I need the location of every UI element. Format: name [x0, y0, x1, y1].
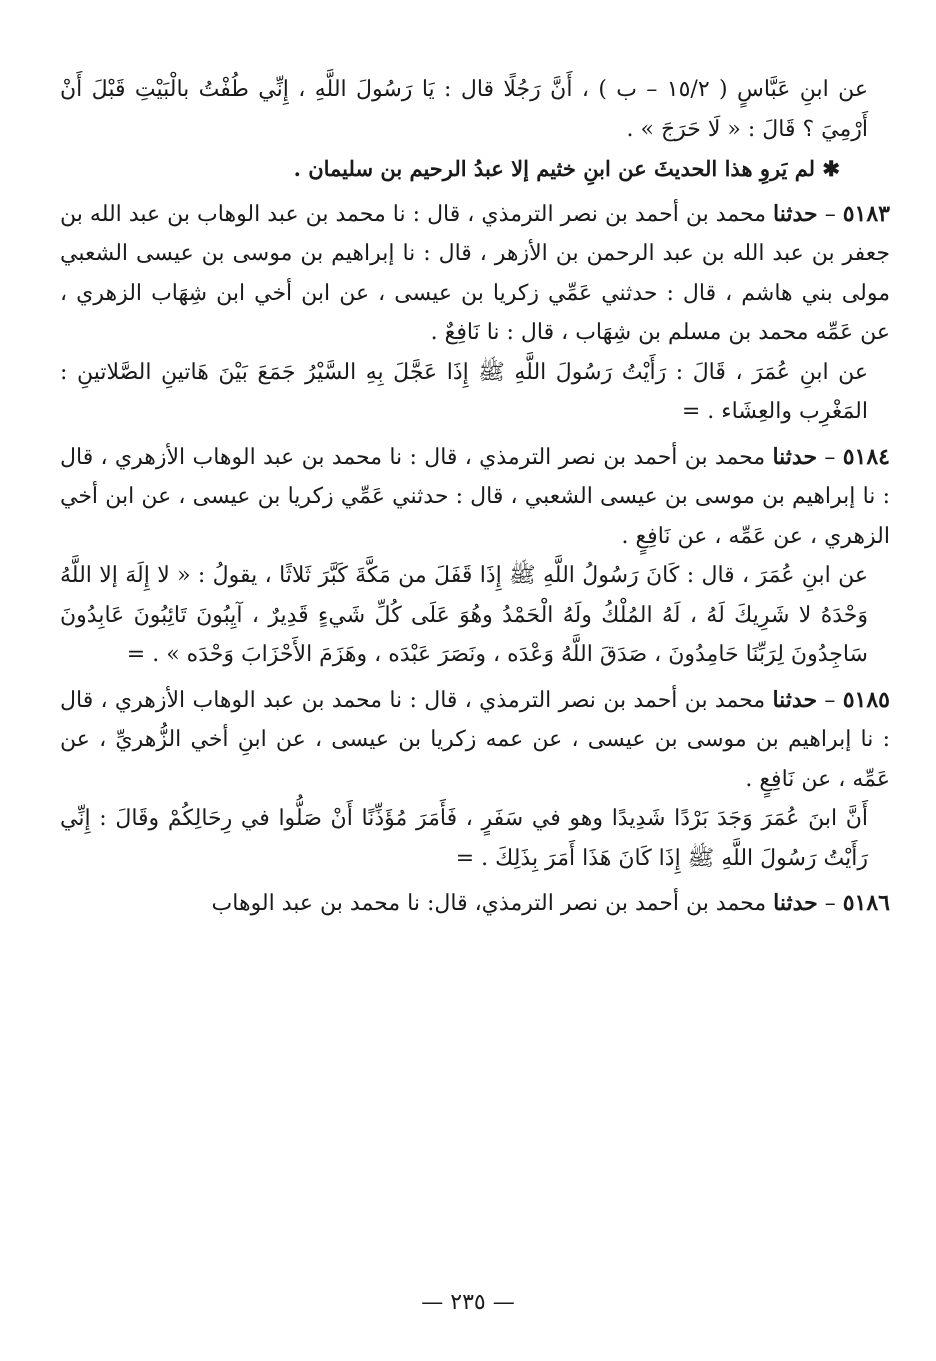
narration-paragraph: أَنَّ ابنَ عُمَرَ وَجَدَ بَرْدًا شَدِيدًا وهو في سَفَرٍ ، فَأَمَرَ مُؤَذِّنًا أَنْ صَلُّوا في رِحَالِكُمْ وقَالَ : إِنِّي رَأَيْتُ رَسُولَ اللَّهِ ﷺ إِذَا كَانَ هَذَا أَمَرَ بِذَلِكَ . =: [60, 806, 868, 871]
narration-paragraph: عن ابنِ عُمَرَ ، قال : كَانَ رَسُولُ اللَّهِ ﷺ إِذَا قَفَلَ من مَكَّةَ كَبَّرَ ثَلاثًا ، يقولُ : « لا إِلَهَ إلا اللَّهُ وَحْدَهُ لا شَرِيكَ لَهُ ، لَهُ المُلْكُ ولَهُ الْحَمْدُ وهُوَ عَلَى كُلِّ شَيءٍ قَدِيرٌ ، آيِبُونَ تَائِبُونَ عَابِدُونَ سَاجِدُونَ لِرَبِّنَا حَامِدُونَ ، صَدَقَ اللَّهُ وَعْدَه ، ونَصَرَ عَبْدَه ، وهَزَمَ الأَحْزَابَ وَحْدَه » . =: [60, 563, 868, 667]
isnad-text: محمد بن أحمد بن نصر الترمذي، قال: نا محمد بن عبد الوهاب: [211, 891, 767, 916]
hadith-number: ٥١٨٤: [842, 443, 890, 470]
hadith-number: ٥١٨٣: [842, 200, 890, 227]
haddathana-lead: حدثنا: [773, 200, 818, 227]
hadith-isnad: ٥١٨٥ – حدثنا محمد بن أحمد بن نصر الترمذي ، قال : نا محمد بن عبد الوهاب الأزهري ، قال : نا إبراهيم بن موسى بن عيسى ، عن عمه زكريا بن عيسى ، عن ابنِ أخي الزُّهريِّ ، عن عَمِّه ، عن نَافِعٍ .: [60, 686, 890, 792]
hadith-number: ٥١٨٦: [842, 890, 890, 916]
narration-paragraph: عن ابنِ عُمَرَ ، قَالَ : رَأَيْتُ رَسُولَ اللَّهِ ﷺ إِذَا عَجَّلَ بِهِ السَّيْرُ جَمَعَ بَيْنَ هَاتينِ الصَّلاتينِ : المَغْرِب والعِشَاء . =: [60, 359, 868, 424]
page-body: [60, 70, 890, 924]
isnad-text: محمد بن أحمد بن نصر الترمذي ، قال : نا محمد بن عبد الوهاب بن عبد الله بن جعفر بن عبد الله بن عبد الرحمن بن الأزهر ، قال : نا إبراهيم بن موسى بن عيسى الشعبي مولى بني هاشم ، قال : حدثني عَمِّي زكريا بن عيسى ، عن ابن أخي ابن شِهَاب الزهري ، عن عَمِّه محمد بن مسلم بن شِهَاب ، قال : نا نَافِعٌ .: [60, 201, 890, 345]
hadith-isnad: ٥١٨٤ – حدثنا محمد بن أحمد بن نصر الترمذي ، قال : نا محمد بن عبد الوهاب الأزهري ، قال : نا إبراهيم بن موسى بن عيسى الشعبي ، قال : حدثني عَمِّي زكريا بن عيسى ، عن ابن أخي الزهري ، عن عَمِّه ، عن نَافِعٍ .: [60, 443, 890, 549]
hadith-number: ٥١٨٥: [842, 686, 890, 713]
haddathana-lead: حدثنا: [772, 686, 818, 713]
page-number: — ٢٣٥ —: [421, 1290, 515, 1315]
hadith-isnad: ٥١٨٦ – حدثنا محمد بن أحمد بن نصر الترمذي، قال: نا محمد بن عبد الوهاب: [211, 890, 890, 916]
haddathana-lead: حدثنا: [773, 890, 818, 916]
haddathana-lead: حدثنا: [772, 443, 818, 470]
isnad-text: محمد بن أحمد بن نصر الترمذي ، قال : نا محمد بن عبد الوهاب الأزهري ، قال : نا إبراهيم بن موسى بن عيسى ، عن عمه زكريا بن عيسى ، عن ابنِ أخي الزُّهريِّ ، عن عَمِّه ، عن نَافِعٍ .: [60, 687, 890, 792]
hadith-isnad: ٥١٨٣ – حدثنا محمد بن أحمد بن نصر الترمذي ، قال : نا محمد بن عبد الوهاب بن عبد الله بن جعفر بن عبد الله بن عبد الرحمن بن الأزهر ، قال : نا إبراهيم بن موسى بن عيسى الشعبي مولى بني هاشم ، قال : حدثني عَمِّي زكريا بن عيسى ، عن ابن أخي ابن شِهَاب الزهري ، عن عَمِّه محمد بن مسلم بن شِهَاب ، قال : نا نَافِعٌ .: [60, 200, 890, 345]
editor-note: ✱ لم يَروِ هذا الحديثَ عن ابنِ خثيم إلا عبدُ الرحيم بن سليمان .: [293, 156, 840, 181]
isnad-text: محمد بن أحمد بن نصر الترمذي ، قال : نا محمد بن عبد الوهاب الأزهري ، قال : نا إبراهيم بن موسى بن عيسى الشعبي ، قال : حدثني عَمِّي زكريا بن عيسى ، عن ابن أخي الزهري ، عن عَمِّه ، عن نَافِعٍ .: [60, 444, 890, 549]
narration-paragraph: عن ابنِ عَبَّاسٍ ( ١٥/٢ – ب ) ، أَنَّ رَجُلًا قال : يَا رَسُولَ اللَّهِ ، إِنِّي طُفْتُ بالْبَيْتِ قَبْلَ أَنْ أَرْمِيَ ؟ قَالَ : « لَا حَرَجَ » .: [60, 77, 868, 142]
